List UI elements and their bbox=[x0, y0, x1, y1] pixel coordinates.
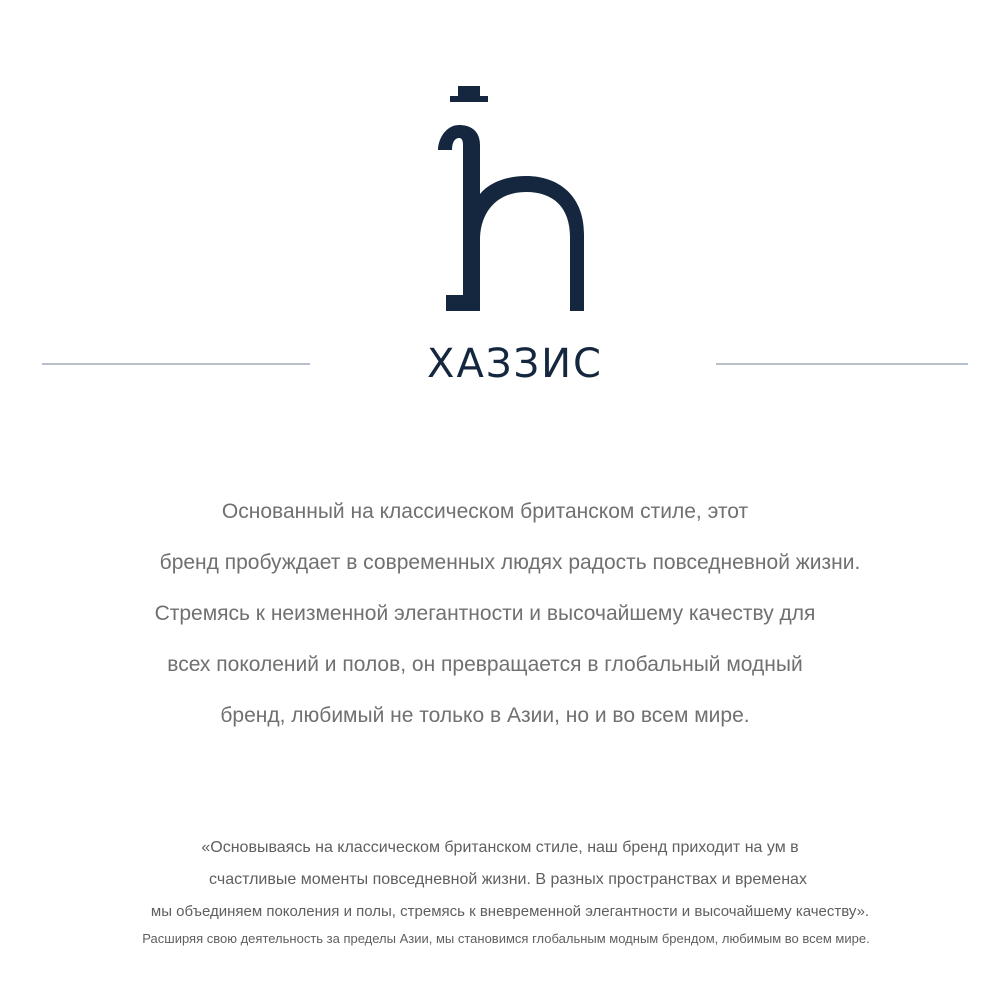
quote-line: счастливые моменты повседневной жизни. В разных пространствах и временах bbox=[209, 871, 807, 888]
intro-paragraph bbox=[80, 490, 940, 745]
intro-line: Основанный на классическом британском стиле, этот bbox=[221, 500, 749, 523]
intro-line: всех поколений и полов, он превращается в глобальный модный bbox=[167, 653, 803, 676]
intro-line: бренд пробуждает в современных людях радость повседневной жизни. bbox=[159, 551, 861, 574]
brand-heading-row bbox=[0, 336, 1000, 392]
brand-logo-icon bbox=[415, 80, 595, 320]
quote-block bbox=[0, 834, 1000, 958]
quote-line: мы объединяем поколения и полы, стремясь к вневременной элегантности и высочайшему качеству». bbox=[150, 903, 870, 920]
hazzys-h-with-hat-logo-icon bbox=[415, 80, 595, 320]
quote-line: Расширяя свою деятельность за пределы Азии, мы становимся глобальным модным брендом, любимым во всем мире. bbox=[142, 931, 870, 946]
brand-name-text: ХАЗЗИС bbox=[395, 340, 635, 388]
intro-line: бренд, любимый не только в Азии, но и во всем мире. bbox=[220, 704, 750, 727]
intro-line: Стремясь к неизменной элегантности и высочайшему качеству для bbox=[154, 602, 816, 625]
quote-line: «Основываясь на классическом британском стиле, наш бренд приходит на ум в bbox=[201, 839, 799, 856]
brand-name-heading bbox=[0, 340, 1000, 388]
